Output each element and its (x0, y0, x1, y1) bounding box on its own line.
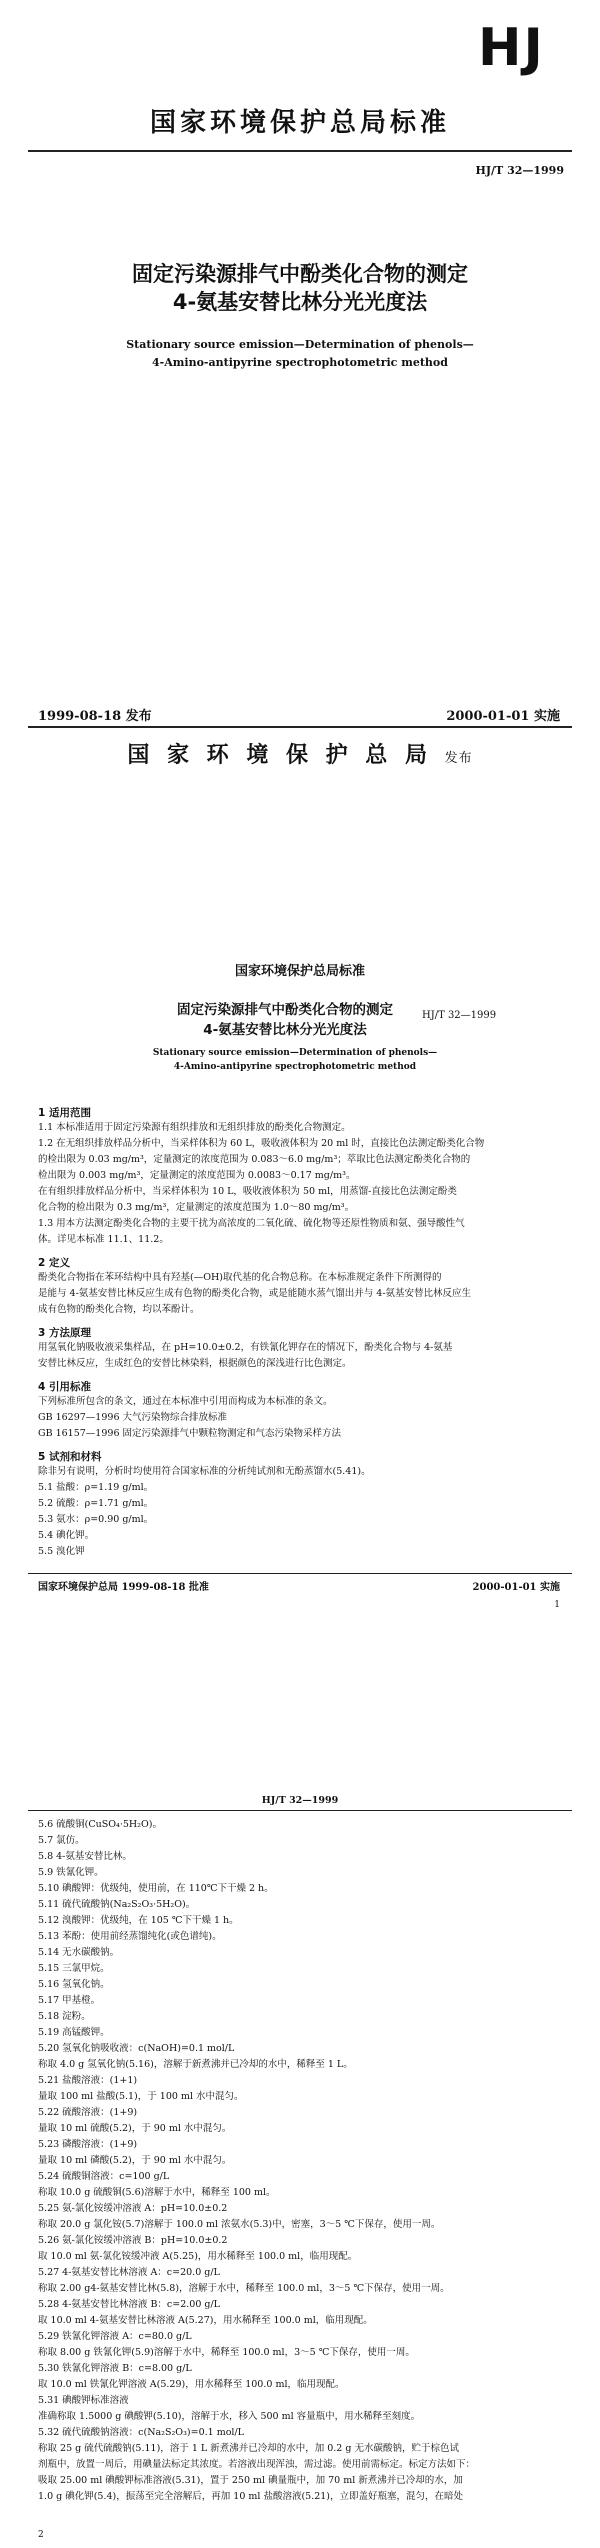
body-line: 量取 10 ml 硫酸(5.2)，于 90 ml 水中混匀。 (38, 2123, 232, 2134)
body-line: 5.29 铁氰化钾溶液 A：c=80.0 g/L (38, 2331, 192, 2342)
body-line: 是能与 4-氨基安替比林反应生成有色物的酚类化合物，或是能随水蒸气馏出并与 4-氨基安替比林反应生 (38, 1288, 472, 1299)
page1-standard-code: HJ/T 32—1999 (422, 1010, 497, 1021)
cover-title-cn-line2: 4-氨基安替比林分光光度法 (172, 290, 428, 314)
body-line: 称取 8.00 g 铁氰化钾(5.9)溶解于水中，稀释至 100.0 ml，3～5 ℃下保存，使用一周。 (38, 2347, 415, 2358)
body-line: 5.12 溴酸钾：优级纯，在 105 ℃下干燥 1 h。 (38, 1915, 239, 1926)
page1-number: 1 (554, 1600, 560, 1610)
body-line: 在有组织排放样品分析中，当采样体积为 10 L，吸收液体积为 50 ml，用蒸馏-直接比色法测定酚类 (38, 1186, 457, 1197)
body-line: 量取 100 ml 盐酸(5.1)，于 100 ml 水中混匀。 (38, 2091, 244, 2102)
body-line: 5.5 溴化钾 (38, 1546, 85, 1557)
body-line: 5.19 高锰酸钾。 (38, 2027, 110, 2038)
body-line: 5.16 氢氧化钠。 (38, 1979, 110, 1990)
body-line: 用氢氧化钠吸收液采集样品，在 pH=10.0±0.2，有铁氰化钾存在的情况下，酚类化合物与 4-氨基 (38, 1342, 453, 1353)
body-line: 检出限为 0.003 mg/m³，定量测定的浓度范围为 0.0083～0.17 mg/m³。 (38, 1170, 356, 1181)
page1-title-line2: 4-氨基安替比林分光光度法 (203, 1022, 367, 1038)
body-line: 1.1 本标准适用于固定污染源有组织排放和无组织排放的酚类化合物测定。 (38, 1122, 351, 1133)
body-line: 除非另有说明，分析时均使用符合国家标准的分析纯试剂和无酚蒸馏水(5.41)。 (38, 1466, 371, 1477)
body-line: GB 16157—1996 固定污染源排气中颗粒物测定和气态污染物采样方法 (38, 1428, 342, 1439)
body-line: 5.14 无水碳酸钠。 (38, 1947, 120, 1958)
body-line: 1.0 g 碘化钾(5.4)，振荡至完全溶解后，再加 10 ml 盐酸溶液(5.21)，立即盖好瓶塞，混匀，在暗处 (38, 2491, 464, 2502)
page1-title-en-line2: 4-Amino-antipyrine spectrophotometric method (173, 1062, 417, 1072)
body-line: 5.23 磷酸溶液：(1+9) (38, 2139, 138, 2150)
body-line: 5.9 铁氰化钾。 (38, 1867, 104, 1878)
body-line: 5.22 硫酸溶液：(1+9) (38, 2107, 138, 2118)
cover-title-en-line1: Stationary source emission—Determination of phenols— (126, 338, 474, 351)
hj-logo: HJ (478, 18, 545, 78)
body-line: 称取 25 g 硫代硫酸钠(5.11)，溶于 1 L 新煮沸并已冷却的水中，加 0.2 g 无水碳酸钠，贮于棕色试 (38, 2443, 459, 2454)
body-line: 称取 4.0 g 氢氧化钠(5.16)，溶解于新煮沸并已冷却的水中，稀释至 1 L。 (38, 2059, 353, 2070)
page1-title-en-line1: Stationary source emission—Determination of phenols— (152, 1048, 438, 1058)
body-line: 5.6 硫酸铜(CuSO₄·5H₂O)。 (38, 1819, 162, 1830)
body-line: GB 16297—1996 大气污染物综合排放标准 (38, 1412, 228, 1423)
body-line: 化合物的检出限为 0.3 mg/m³，定量测定的浓度范围为 1.0～80 mg/m³。 (38, 1202, 355, 1213)
cover-standard-code: HJ/T 32—1999 (475, 164, 564, 177)
page1-footer-rule (28, 1573, 572, 1574)
body-line: 5.4 碘化钾。 (38, 1530, 95, 1541)
body-line: 取 10.0 ml 铁氰化钾溶液 A(5.29)，用水稀释至 100.0 ml，临用现配。 (38, 2379, 345, 2390)
cover-publisher (0, 738, 600, 769)
section-heading: 5 试剂和材料 (38, 1451, 102, 1463)
body-line: 称取 10.0 g 硫酸铜(5.6)溶解于水中，稀释至 100 ml。 (38, 2187, 276, 2198)
cover-top-rule (28, 150, 572, 152)
publisher-suffix: 发布 (444, 751, 473, 766)
page1-footer-approval: 国家环境保护总局 1999-08-18 批准 (38, 1582, 209, 1593)
body-line: 5.31 碘酸钾标准溶液 (38, 2395, 129, 2406)
body-line: 称取 2.00 g4-氨基安替比林(5.8)，溶解于水中，稀释至 100.0 ml，3～5 ℃下保存，使用一周。 (38, 2283, 450, 2294)
body-line: 酚类化合物指在苯环结构中具有羟基(—OH)取代基的化合物总称。在本标准规定条件下所测得的 (38, 1272, 442, 1283)
section-heading: 2 定义 (38, 1257, 70, 1269)
cover-title-en-line2: 4-Amino-antipyrine spectrophotometric method (152, 356, 448, 369)
body-line: 5.1 盐酸：ρ=1.19 g/ml。 (38, 1482, 154, 1493)
body-line: 5.10 碘酸钾：优级纯，使用前，在 110℃下干燥 2 h。 (38, 1883, 274, 1894)
page2-number: 2 (38, 2530, 44, 2540)
section-heading: 3 方法原理 (38, 1327, 91, 1339)
body-line: 5.30 铁氰化钾溶液 B：c=8.00 g/L (38, 2363, 192, 2374)
page1-footer-effective: 2000-01-01 实施 (472, 1582, 560, 1593)
body-line: 5.20 氢氧化钠吸收液：c(NaOH)=0.1 mol/L (38, 2043, 235, 2054)
body-line: 成有色物的酚类化合物，均以苯酚计。 (38, 1304, 200, 1315)
body-line: 量取 10 ml 磷酸(5.2)，于 90 ml 水中混匀。 (38, 2155, 232, 2166)
body-line: 5.15 三氯甲烷。 (38, 1963, 110, 1974)
body-line: 5.21 盐酸溶液：(1+1) (38, 2075, 138, 2086)
body-line: 准确称取 1.5000 g 碘酸钾(5.10)，溶解于水，移入 500 ml 容量瓶中，用水稀释至刻度。 (38, 2411, 421, 2422)
publisher-name: 国 家 环 境 保 护 总 局 (127, 743, 432, 768)
body-line: 5.24 硫酸铜溶液：c=100 g/L (38, 2171, 170, 2182)
section-heading: 1 适用范围 (38, 1107, 91, 1119)
body-line: 下列标准所包含的条文，通过在本标准中引用而构成为本标准的条文。 (38, 1396, 333, 1407)
body-line: 5.27 4-氨基安替比林溶液 A：c=20.0 g/L (38, 2267, 220, 2278)
issue-date: 1999-08-18 发布 (38, 709, 152, 724)
body-line: 体。详见本标准 11.1、11.2。 (38, 1234, 169, 1245)
page1-agency: 国家环境保护总局标准 (234, 964, 365, 979)
body-line: 安替比林反应，生成红色的安替比林染料，根据颜色的深浅进行比色测定。 (38, 1358, 352, 1369)
body-line: 5.25 氨-氯化铵缓冲溶液 A：pH=10.0±0.2 (38, 2203, 228, 2214)
body-line: 的检出限为 0.03 mg/m³，定量测定的浓度范围为 0.083～6.0 mg/m³；萃取比色法测定酚类化合物的 (38, 1154, 471, 1165)
body-line: 5.18 淀粉。 (38, 2011, 91, 2022)
body-line: 取 10.0 ml 氨-氯化铵缓冲液 A(5.25)，用水稀释至 100.0 ml，临用现配。 (38, 2251, 358, 2262)
page2-head-rule (28, 1810, 572, 1811)
cover-title-cn-line1: 固定污染源排气中酚类化合物的测定 (132, 262, 468, 286)
body-line: 5.11 硫代硫酸钠(Na₂S₂O₃·5H₂O)。 (38, 1899, 196, 1910)
body-line: 剂瓶中，放置一周后，用碘量法标定其浓度。若溶液出现浑浊，需过滤。使用前需标定。标定方法如下： (38, 2459, 476, 2470)
effective-date: 2000-01-01 实施 (446, 709, 560, 724)
body-line: 5.17 甲基橙。 (38, 1995, 101, 2006)
body-line: 5.8 4-氨基安替比林。 (38, 1851, 132, 1862)
body-line: 称取 20.0 g 氯化铵(5.7)溶解于 100.0 ml 浓氨水(5.3)中，密塞，3～5 ℃下保存，使用一周。 (38, 2219, 441, 2230)
body-line: 5.13 苯酚：使用前经蒸馏纯化(或色谱纯)。 (38, 1931, 222, 1942)
body-line: 5.2 硫酸：ρ=1.71 g/ml。 (38, 1498, 154, 1509)
section-heading: 4 引用标准 (38, 1381, 91, 1393)
body-line: 5.28 4-氨基安替比林溶液 B：c=2.00 g/L (38, 2299, 220, 2310)
body-line: 5.7 氯仿。 (38, 1835, 85, 1846)
body-line: 5.26 氨-氯化铵缓冲溶液 B：pH=10.0±0.2 (38, 2235, 228, 2246)
body-line: 1.3 用本方法测定酚类化合物的主要干扰为高浓度的二氧化硫、硫化物等还原性物质和氨、强导酸性气 (38, 1218, 465, 1229)
body-line: 5.3 氨水：ρ=0.90 g/ml。 (38, 1514, 154, 1525)
page1-title-line1: 固定污染源排气中酚类化合物的测定 (177, 1002, 393, 1018)
body-line: 5.32 硫代硫酸钠溶液：c(Na₂S₂O₃)=0.1 mol/L (38, 2427, 244, 2438)
cover-agency-title: 国家环境保护总局标准 (149, 108, 450, 138)
body-line: 取 10.0 ml 4-氨基安替比林溶液 A(5.27)，用水稀释至 100.0 ml，临用现配。 (38, 2315, 373, 2326)
body-line: 1.2 在无组织排放样品分析中，当采样体积为 60 L，吸收液体积为 20 ml 时，直接比色法测定酚类化合物 (38, 1138, 485, 1149)
page2-running-head: HJ/T 32—1999 (261, 1795, 339, 1806)
cover-bottom-rule (28, 726, 572, 728)
body-line: 吸取 25.00 ml 碘酸钾标准溶液(5.31)，置于 250 ml 碘量瓶中，加 70 ml 新煮沸并已冷却的水，加 (38, 2475, 463, 2486)
